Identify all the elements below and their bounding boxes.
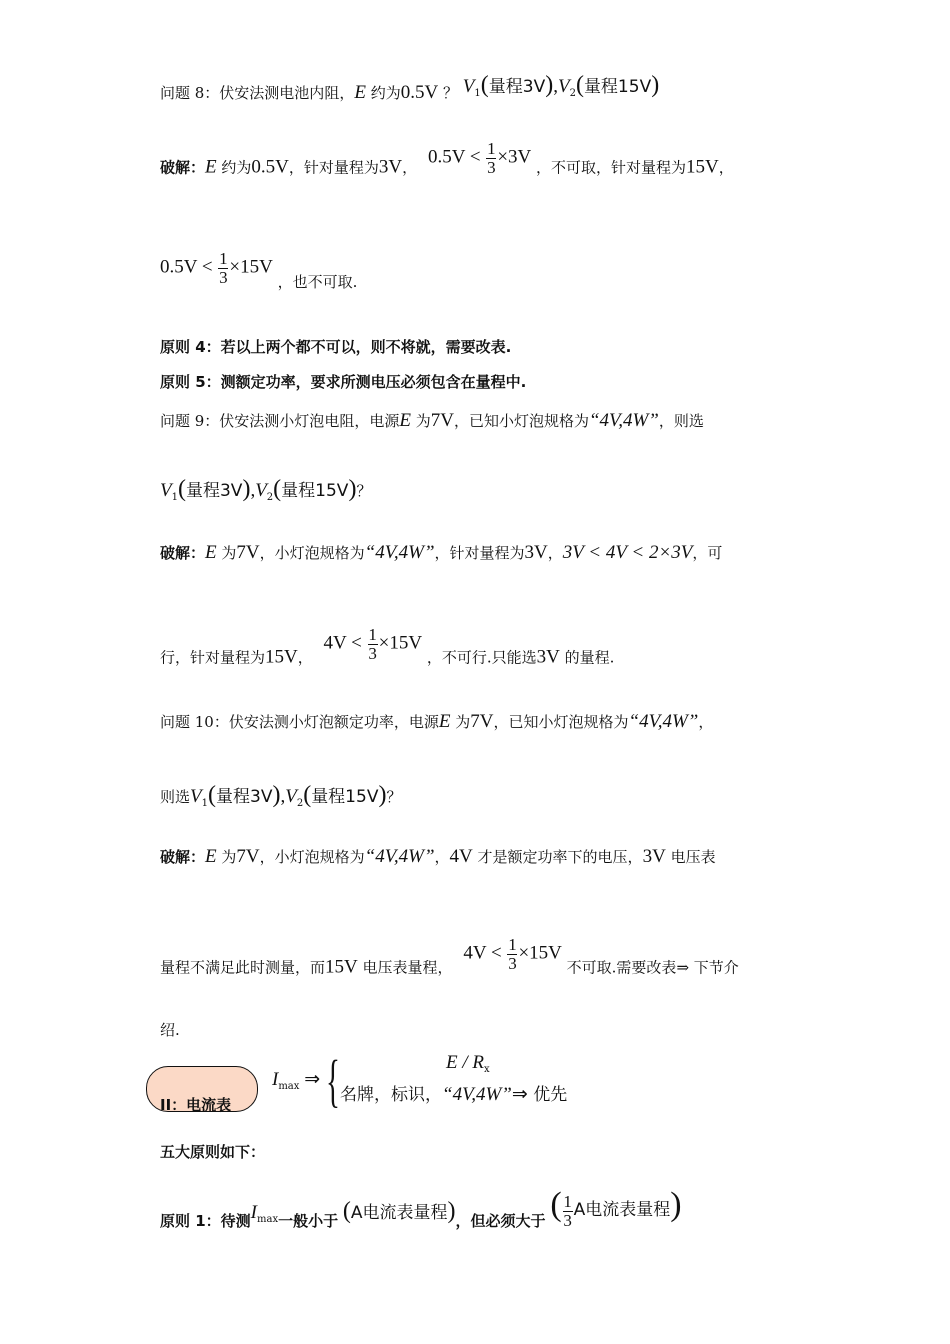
solution-10-line-3: 绍. — [160, 1021, 180, 1039]
rule-4: 原则 4：若以上两个都不可以，则不将就，需要改表. — [160, 338, 512, 356]
question-9-line-2: $V_1$(量程$3V),V_2$(量程15V)？ — [160, 476, 372, 503]
left-brace: { — [326, 1048, 340, 1113]
fraction-one-third: $\frac{1}{3}$ — [563, 1191, 572, 1230]
one-third-ammeter-range: ( $\frac{1}{3}$ A电流表量程) — [550, 1186, 682, 1230]
solution-10-line-2: 量程不满足此时测量，而15V 电压表量程， 4V < $\frac{1}{3}$ ×15V 不可取.需要改表⇒ 下节介 — [160, 935, 739, 978]
rule-1: 原则 1：待测$I_{max}$一般小于 (A电流表量程)，但必须大于 ( $\frac{1}{3}$ A电流表量程) — [160, 1186, 682, 1230]
question-10-line-1: 问题 10：伏安法测小灯泡额定功率，电源E 为7V，已知小灯泡规格为“4V,4W”， — [160, 711, 714, 732]
voltmeter-options: $V_1$(量程$3V),V_2$(量程15V) — [462, 72, 660, 99]
fraction-one-third: $\frac{1}{3}$ — [368, 625, 377, 663]
rule-5: 原则 5：测额定功率，要求所测电压必须包含在量程中. — [160, 373, 527, 391]
brace-top: E / $R_x$ — [446, 1052, 490, 1075]
solution-8-line-1: 破解：E 约为0.5V，针对量程为3V， 0.5V < $\frac{1}{3}$ ×3V ，不可取，针对量程为15V， — [160, 139, 734, 178]
question-9-line-1: 问题 9：伏安法测小灯泡电阻，电源E 为7V，已知小灯泡规格为“4V,4W”，则选 — [160, 410, 704, 431]
inequality-05-lt-third-15v: 0.5V < $\frac{1}{3}$ ×15V — [160, 249, 273, 287]
ammeter-heading: II：电流表 — [160, 1096, 232, 1114]
inequality-4v-lt-third-15v: 4V < $\frac{1}{3}$ ×15V — [463, 935, 562, 973]
five-rules-heading: 五大原则如下： — [160, 1143, 266, 1161]
inequality-05-lt-third-3v: 0.5V < $\frac{1}{3}$ ×3V — [427, 139, 532, 177]
question-10-line-2: 则选$V_1$(量程$3V),V_2$(量程15V)？ — [160, 782, 402, 809]
brace-bottom: 名牌，标识，“4V,4W”⇒ 优先 — [340, 1084, 568, 1105]
implies-arrow: ⇒ — [676, 958, 690, 977]
solution-9-line-2: 行，针对量程为15V， 4V < $\frac{1}{3}$ ×15V ，不可行.只能选3V 的量程. — [160, 625, 615, 668]
solution-8-line-2: 0.5V < $\frac{1}{3}$ ×15V ，也不可取. — [160, 249, 358, 291]
fraction-one-third: $\frac{1}{3}$ — [219, 249, 228, 287]
solution-10-line-1: 破解：E 为7V，小灯泡规格为“4V,4W”，4V 才是额定功率下的电压，3V 电压表 — [160, 846, 716, 867]
solution-9-line-1: 破解：E 为7V，小灯泡规格为“4V,4W”，针对量程为3V，3V < 4V < 2×3V，可 — [160, 542, 723, 563]
inequality-4v-lt-third-15v: 4V < $\frac{1}{3}$ ×15V — [323, 625, 423, 663]
fraction-one-third: $\frac{1}{3}$ — [508, 935, 517, 973]
fraction-one-third: $\frac{1}{3}$ — [487, 139, 496, 177]
ammeter-imax-arrow: $I_{max}$ ⇒ — [272, 1069, 321, 1092]
question-8: 问题 8：伏安法测电池内阻，E 约为0.5V ？ $V_1$(量程$3V),V_2$(量程15V) — [160, 72, 660, 103]
